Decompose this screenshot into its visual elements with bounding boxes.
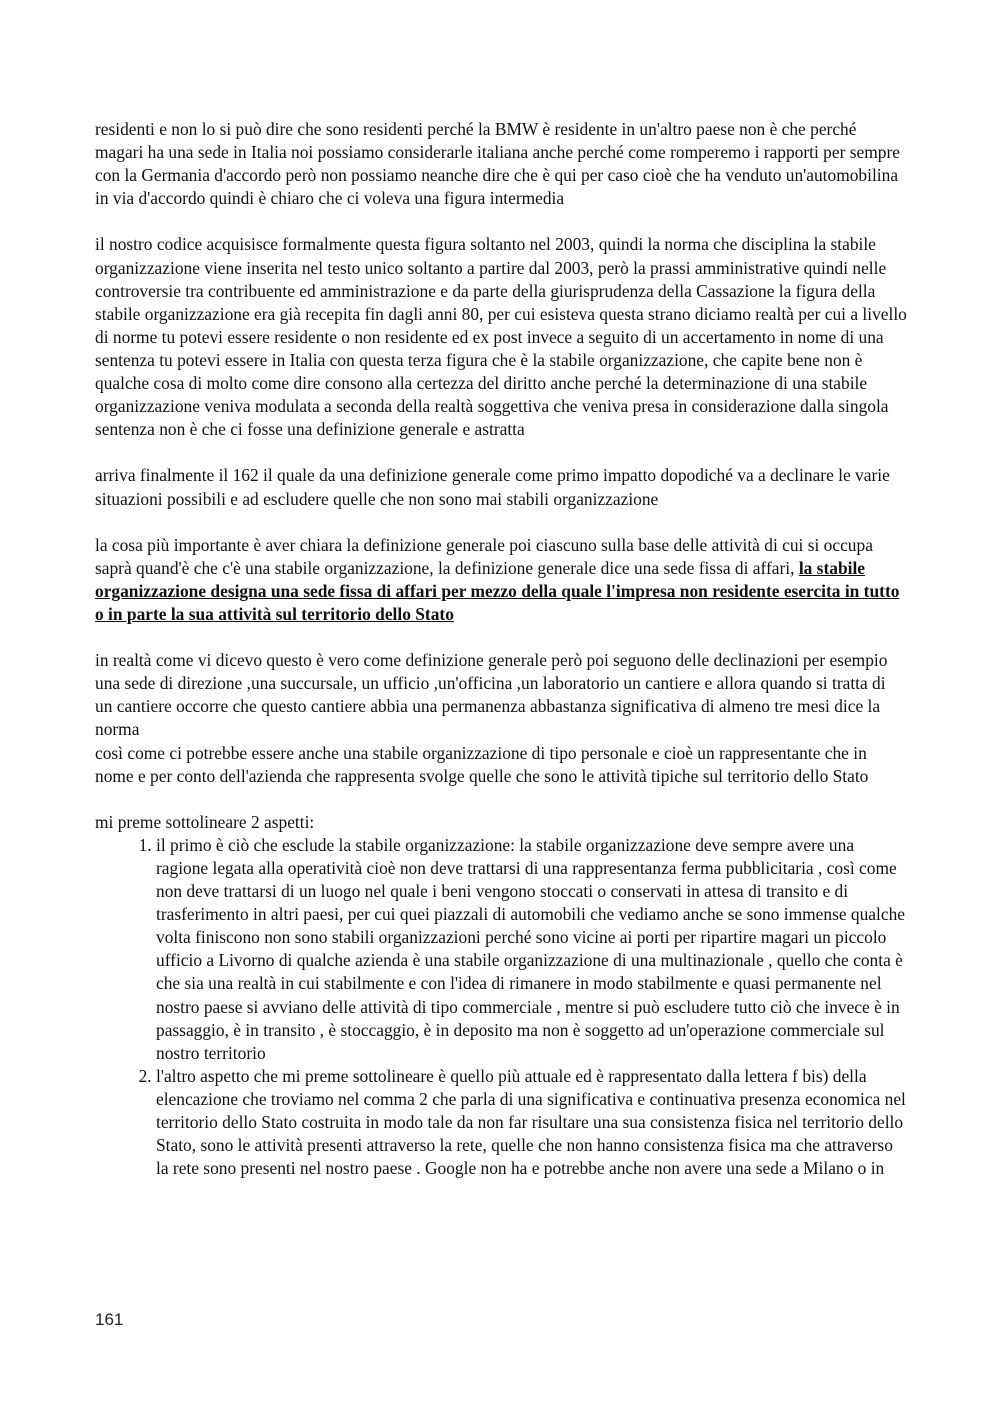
page-number: 161 (95, 1310, 124, 1329)
paragraph-two-aspects-intro: mi preme sottolineare 2 aspetti: (95, 811, 315, 832)
list-item-digital-presence: 2. l'altro aspetto che mi preme sottolineare è quello più attuale ed è rappresentato dalla lettera f bis) della elencazione che troviamo nel comma 2 che parla di una significativa e continuativa presenza economica nel territorio dello Stato costruita in modo tale da non far risultare una sua consistenza fisica nel territorio dello Stato, sono le attività presenti attraverso la rete, quelle che non hanno consistenza fisica ma che attraverso la rete sono presenti nel nostro paese . Google non ha e potrebbe anche non avere una sede a Milano o in (156, 1065, 907, 1180)
definition-intro-text: la cosa più importante è aver chiara la definizione generale poi ciascuno sulla base delle attività di cui si occupa saprà quand'è che c'è una stabile organizzazione, la definizione generale dice una sede fissa di affari, (95, 534, 873, 578)
aspects-list (95, 834, 907, 1180)
paragraph-code-2003: il nostro codice acquisisce formalmente questa figura soltanto nel 2003, quindi la norma che disciplina la stabile organizzazione viene inserita nel testo unico soltanto a partire dal 2003, però la prassi amministrative quindi nelle controversie tra contribuente ed amministrazione e da parte della giurisprudenza della Cassazione la figura della stabile organizzazione era già recepita fin dagli anni 80, per cui esisteva questa strano diciamo realtà per cui a livello di norme tu potevi essere residente o non residente ed ex post invece a seguito di un accertamento in nome di una sentenza tu potevi essere in Italia con questa terza figura che è la stabile organizzazione, che capite bene non è qualche cosa di molto come dire consono alla certezza del diritto anche perché la determinazione di una stabile organizzazione veniva modulata a seconda della realtà soggettiva che veniva presa in considerazione dalla singola sentenza non è che ci fosse una definizione generale e astratta (95, 234, 907, 440)
paragraph-general-definition (95, 534, 907, 626)
document-body (95, 118, 907, 1180)
definition-highlight-text: la stabile organizzazione designa una sede fissa di affari per mezzo della quale l'impresa non residente esercita in tutto o in parte la sua attività sul territorio dello Stato (95, 557, 900, 624)
paragraph-bmw-residence: residenti e non lo si può dire che sono residenti perché la BMW è residente in un'altro paese non è che perché magari ha una sede in Italia noi possiamo considerarle italiana anche perché come romperemo i rapporti per sempre con la Germania d'accordo però non possiamo neanche dire che è qui per caso cioè che ha venduto un'automobilina in via d'accordo quindi è chiaro che ci voleva una figura intermedia (95, 119, 900, 209)
paragraph-declinations: in realtà come vi dicevo questo è vero come definizione generale però poi seguono delle declinazioni per esempio una sede di direzione ,una succursale, un ufficio ,un'officina ,un laboratorio un cantiere e allora quando si tratta di un cantiere occorre che questo cantiere abbia una permanenza abbastanza significativa di almeno tre mesi dice la norma (95, 650, 888, 740)
paragraph-article-162: arriva finalmente il 162 il quale da una definizione generale come primo impatto dopodiché va a declinare le varie situazioni possibili e ad escludere quelle che non sono mai stabili organizzazione (95, 465, 890, 509)
list-item-exclusions: 1. il primo è ciò che esclude la stabile organizzazione: la stabile organizzazione deve sempre avere una ragione legata alla operatività cioè non deve trattarsi di una rappresentanza ferma pubblicitaria , così come non deve trattarsi di un luogo nel quale i beni vengono stoccati o conservati in attesa di transito e di trasferimento in altri paesi, per cui quei piazzali di automobili che vediamo anche se sono immense qualche volta finiscono non sono stabili organizzazioni perché sono vicine ai porti per ripartire magari un piccolo ufficio a Livorno di qualche azienda è una stabile organizzazione di una multinazionale , quello che conta è che sia una realtà in cui stabilmente e con l'idea di rimanere in modo stabilmente e quasi permanente nel nostro paese si avviano delle attività di tipo commerciale , mentre si può escludere tutto ciò che invece è in passaggio, è in transito , è stoccaggio, è in deposito ma non è soggetto ad un'operazione commerciale sul nostro territorio (156, 834, 907, 1065)
paragraph-personal-organization: così come ci potrebbe essere anche una stabile organizzazione di tipo personale e cioè un rappresentante che in nome e per conto dell'azienda che rappresenta svolge quelle che sono le attività tipiche sul territorio dello Stato (95, 742, 869, 786)
